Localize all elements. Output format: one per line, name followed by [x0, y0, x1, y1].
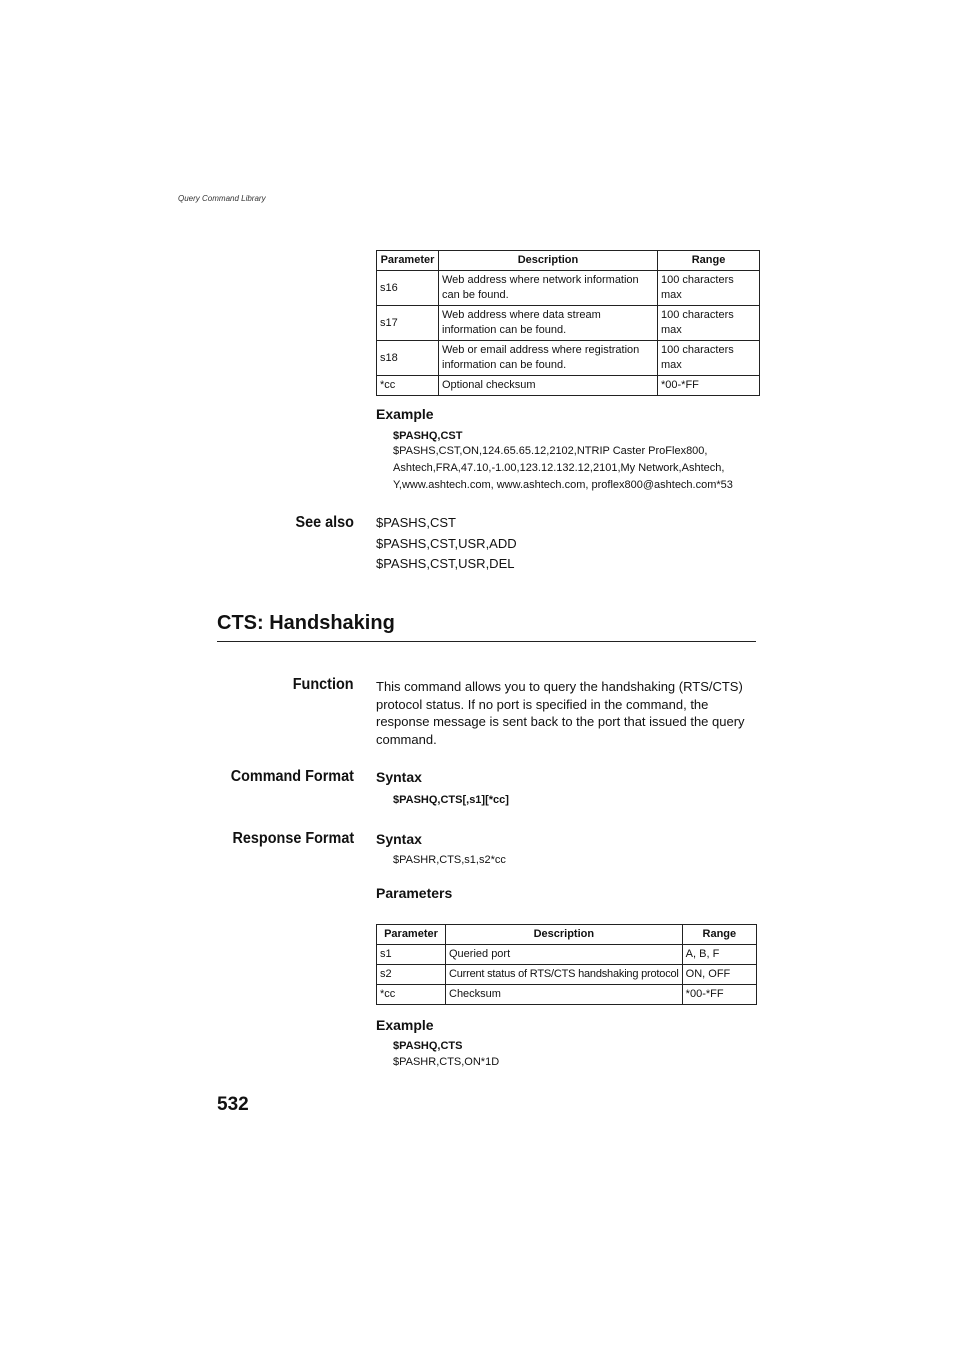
see-also-item: $PASHS,CST [376, 515, 456, 530]
running-head: Query Command Library [178, 194, 266, 203]
example-response-line: Y,www.ashtech.com, www.ashtech.com, proflex800@ashtech.com*53 [393, 479, 733, 491]
cell-parameter: s16 [377, 271, 439, 306]
column-header-range: Range [658, 251, 760, 271]
table-row [377, 341, 760, 376]
cell-description: Queried port [446, 945, 683, 965]
response-syntax: $PASHR,CTS,s1,s2*cc [393, 854, 506, 866]
cell-description: Web or email address where registration information can be found. [439, 341, 658, 376]
table-row [377, 985, 757, 1005]
cell-range: 100 characters max [658, 341, 760, 376]
response-syntax-heading: Syntax [376, 831, 422, 847]
section-title: CTS: Handshaking [217, 612, 395, 634]
cell-range: A, B, F [682, 945, 756, 965]
example-command: $PASHQ,CST [393, 430, 463, 442]
example-heading: Example [376, 1017, 434, 1033]
table-row [377, 376, 760, 396]
table-row [377, 965, 757, 985]
parameters-table-cst [376, 250, 760, 396]
cell-range: *00-*FF [682, 985, 756, 1005]
column-header-parameter: Parameter [377, 251, 439, 271]
page-number: 532 [217, 1094, 249, 1115]
cell-description: Web address where data stream information can be found. [439, 306, 658, 341]
command-syntax: $PASHQ,CTS[,s1][*cc] [393, 794, 509, 806]
section-divider [217, 641, 756, 642]
cell-range: 100 characters max [658, 306, 760, 341]
cell-range: *00-*FF [658, 376, 760, 396]
table-header-row [377, 251, 760, 271]
function-label: Function [293, 676, 354, 693]
column-header-description: Description [439, 251, 658, 271]
table-row [377, 271, 760, 306]
cell-parameter: s2 [377, 965, 446, 985]
example-response-line: Ashtech,FRA,47.10,-1.00,123.12.132.12,2101,My Network,Ashtech, [393, 462, 725, 474]
cell-parameter: s1 [377, 945, 446, 965]
example-response [393, 443, 755, 494]
column-header-parameter: Parameter [377, 925, 446, 945]
cell-description: Optional checksum [439, 376, 658, 396]
see-also-list [376, 513, 517, 575]
command-syntax-heading: Syntax [376, 769, 422, 785]
parameters-heading: Parameters [376, 885, 453, 901]
example-response-line: $PASHS,CST,ON,124.65.65.12,2102,NTRIP Caster ProFlex800, [393, 445, 708, 457]
cell-parameter: s17 [377, 306, 439, 341]
see-also-item: $PASHS,CST,USR,DEL [376, 556, 515, 571]
cell-description: Checksum [446, 985, 683, 1005]
response-format-label: Response Format [232, 830, 354, 847]
example-response: $PASHR,CTS,ON*1D [393, 1056, 500, 1068]
see-also-item: $PASHS,CST,USR,ADD [376, 535, 517, 551]
cell-description: Current status of RTS/CTS handshaking protocol [446, 965, 683, 985]
cell-parameter: *cc [377, 376, 439, 396]
cell-parameter: s18 [377, 341, 439, 376]
table-row [377, 306, 760, 341]
column-header-description: Description [446, 925, 683, 945]
cell-description: Web address where network information can be found. [439, 271, 658, 306]
command-format-label: Command Format [230, 768, 354, 785]
example-heading: Example [376, 406, 434, 422]
cell-parameter: *cc [377, 985, 446, 1005]
column-header-range: Range [682, 925, 756, 945]
table-row [377, 945, 757, 965]
table-header-row [377, 925, 757, 945]
function-text: This command allows you to query the handshaking (RTS/CTS) protocol status. If no port is specified in the command, the response message is sent back to the port that issued the query command. [376, 679, 745, 747]
cell-range: 100 characters max [658, 271, 760, 306]
parameters-table-cts [376, 924, 757, 1005]
cell-range: ON, OFF [682, 965, 756, 985]
example-command: $PASHQ,CTS [393, 1040, 463, 1052]
see-also-label: See also [295, 514, 354, 531]
